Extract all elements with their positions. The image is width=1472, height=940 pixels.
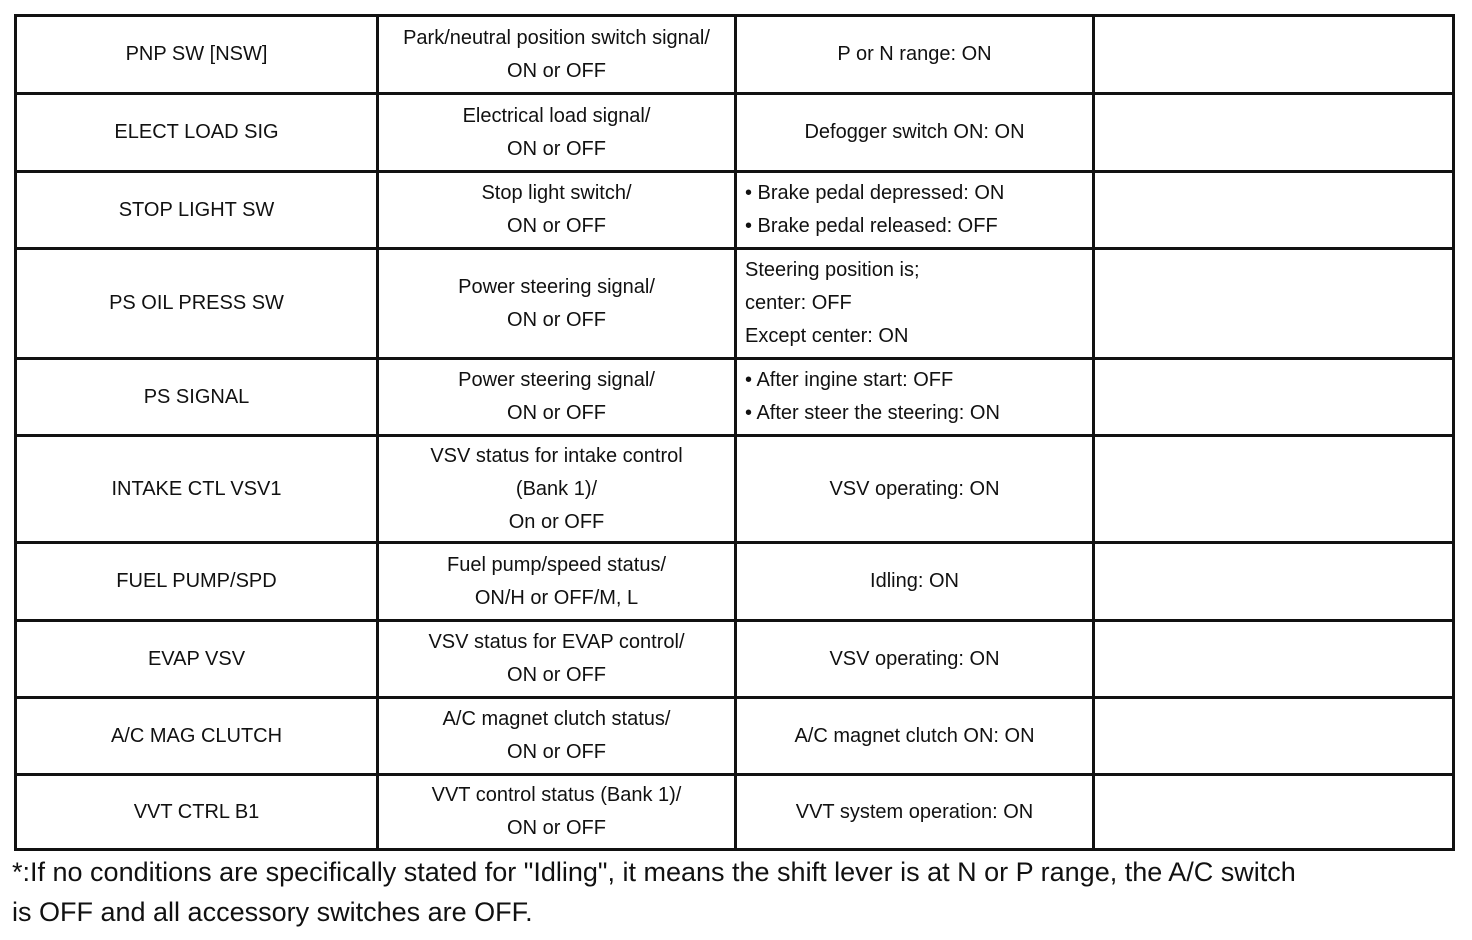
item-cell: FUEL PUMP/SPD [16, 543, 378, 621]
condition-cell [736, 543, 1094, 621]
condition-line: Idling: ON [870, 570, 959, 592]
condition-cell [736, 359, 1094, 436]
condition-cell [736, 172, 1094, 249]
item-cell: PNP SW [NSW] [16, 16, 378, 94]
notes-cell [1094, 775, 1454, 850]
data-list-table [14, 14, 1455, 851]
table-row [16, 621, 1454, 698]
condition-line: Except center: ON [745, 325, 909, 347]
description-cell [378, 698, 736, 775]
condition-line: • Brake pedal depressed: ON [745, 182, 1005, 204]
item-cell: PS OIL PRESS SW [16, 249, 378, 359]
condition-cell [736, 698, 1094, 775]
condition-line: • After ingine start: OFF [745, 369, 954, 391]
item-cell: EVAP VSV [16, 621, 378, 698]
table-row [16, 436, 1454, 543]
item-cell: A/C MAG CLUTCH [16, 698, 378, 775]
item-cell: PS SIGNAL [16, 359, 378, 436]
condition-line: • Brake pedal released: OFF [745, 215, 998, 237]
table-row [16, 543, 1454, 621]
description-line: ON or OFF [507, 402, 606, 424]
description-cell [378, 249, 736, 359]
footnote-line: is OFF and all accessory switches are OFF. [12, 897, 533, 927]
condition-cell [736, 249, 1094, 359]
item-cell: STOP LIGHT SW [16, 172, 378, 249]
description-line: Power steering signal/ [458, 275, 655, 298]
condition-cell [736, 94, 1094, 172]
description-line: ON or OFF [507, 215, 606, 237]
table-row [16, 359, 1454, 436]
description-line: VSV status for EVAP control/ [428, 631, 685, 653]
idling-footnote [12, 852, 1462, 932]
description-line: ON or OFF [507, 137, 606, 160]
condition-cell [736, 16, 1094, 94]
condition-line: center: OFF [745, 292, 852, 314]
description-line: VVT control status (Bank 1)/ [431, 784, 682, 806]
description-line: ON/H or OFF/M, L [474, 586, 639, 609]
description-line: VSV status for intake control [430, 444, 683, 467]
table-row [16, 94, 1454, 172]
table-row [16, 249, 1454, 359]
condition-line: • After steer the steering: ON [745, 402, 1000, 424]
description-line: Power steering signal/ [458, 369, 655, 391]
footnote-line: *:If no conditions are specifically stated for "Idling", it means the shift lever is at N or P range, the A/C switch [12, 857, 1296, 887]
item-cell: INTAKE CTL VSV1 [16, 436, 378, 543]
condition-line: VSV operating: ON [829, 477, 1000, 500]
table-body [16, 16, 1454, 850]
condition-line: A/C magnet clutch ON: ON [794, 724, 1035, 747]
description-line: On or OFF [508, 510, 605, 533]
description-line: ON or OFF [507, 741, 606, 763]
condition-line: Steering position is; [745, 259, 920, 281]
condition-cell [736, 436, 1094, 543]
notes-cell [1094, 94, 1454, 172]
description-cell [378, 436, 736, 543]
condition-line: Defogger switch ON: ON [804, 121, 1025, 143]
description-line: Park/neutral position switch signal/ [403, 26, 710, 49]
description-cell [378, 359, 736, 436]
table-row [16, 775, 1454, 850]
notes-cell [1094, 543, 1454, 621]
description-cell [378, 621, 736, 698]
notes-cell [1094, 359, 1454, 436]
description-line: Fuel pump/speed status/ [446, 553, 666, 576]
condition-line: VSV operating: ON [829, 647, 1000, 670]
item-cell: VVT CTRL B1 [16, 775, 378, 850]
description-line: A/C magnet clutch status/ [442, 708, 671, 730]
notes-cell [1094, 16, 1454, 94]
notes-cell [1094, 436, 1454, 543]
description-line: Electrical load signal/ [462, 104, 651, 127]
condition-line: VVT system operation: ON [795, 800, 1034, 823]
notes-cell [1094, 621, 1454, 698]
condition-cell [736, 775, 1094, 850]
description-line: (Bank 1)/ [515, 477, 598, 500]
description-line: Stop light switch/ [481, 182, 632, 204]
description-cell [378, 94, 736, 172]
description-cell [378, 775, 736, 850]
description-cell [378, 16, 736, 94]
notes-cell [1094, 172, 1454, 249]
table-row [16, 16, 1454, 94]
description-line: ON or OFF [507, 59, 606, 82]
description-cell [378, 543, 736, 621]
notes-cell [1094, 249, 1454, 359]
description-cell [378, 172, 736, 249]
description-line: ON or OFF [507, 308, 606, 331]
description-line: ON or OFF [507, 664, 606, 686]
table-row [16, 172, 1454, 249]
condition-line: P or N range: ON [837, 43, 992, 65]
condition-cell [736, 621, 1094, 698]
item-cell: ELECT LOAD SIG [16, 94, 378, 172]
table-row [16, 698, 1454, 775]
notes-cell [1094, 698, 1454, 775]
description-line: ON or OFF [507, 817, 606, 839]
